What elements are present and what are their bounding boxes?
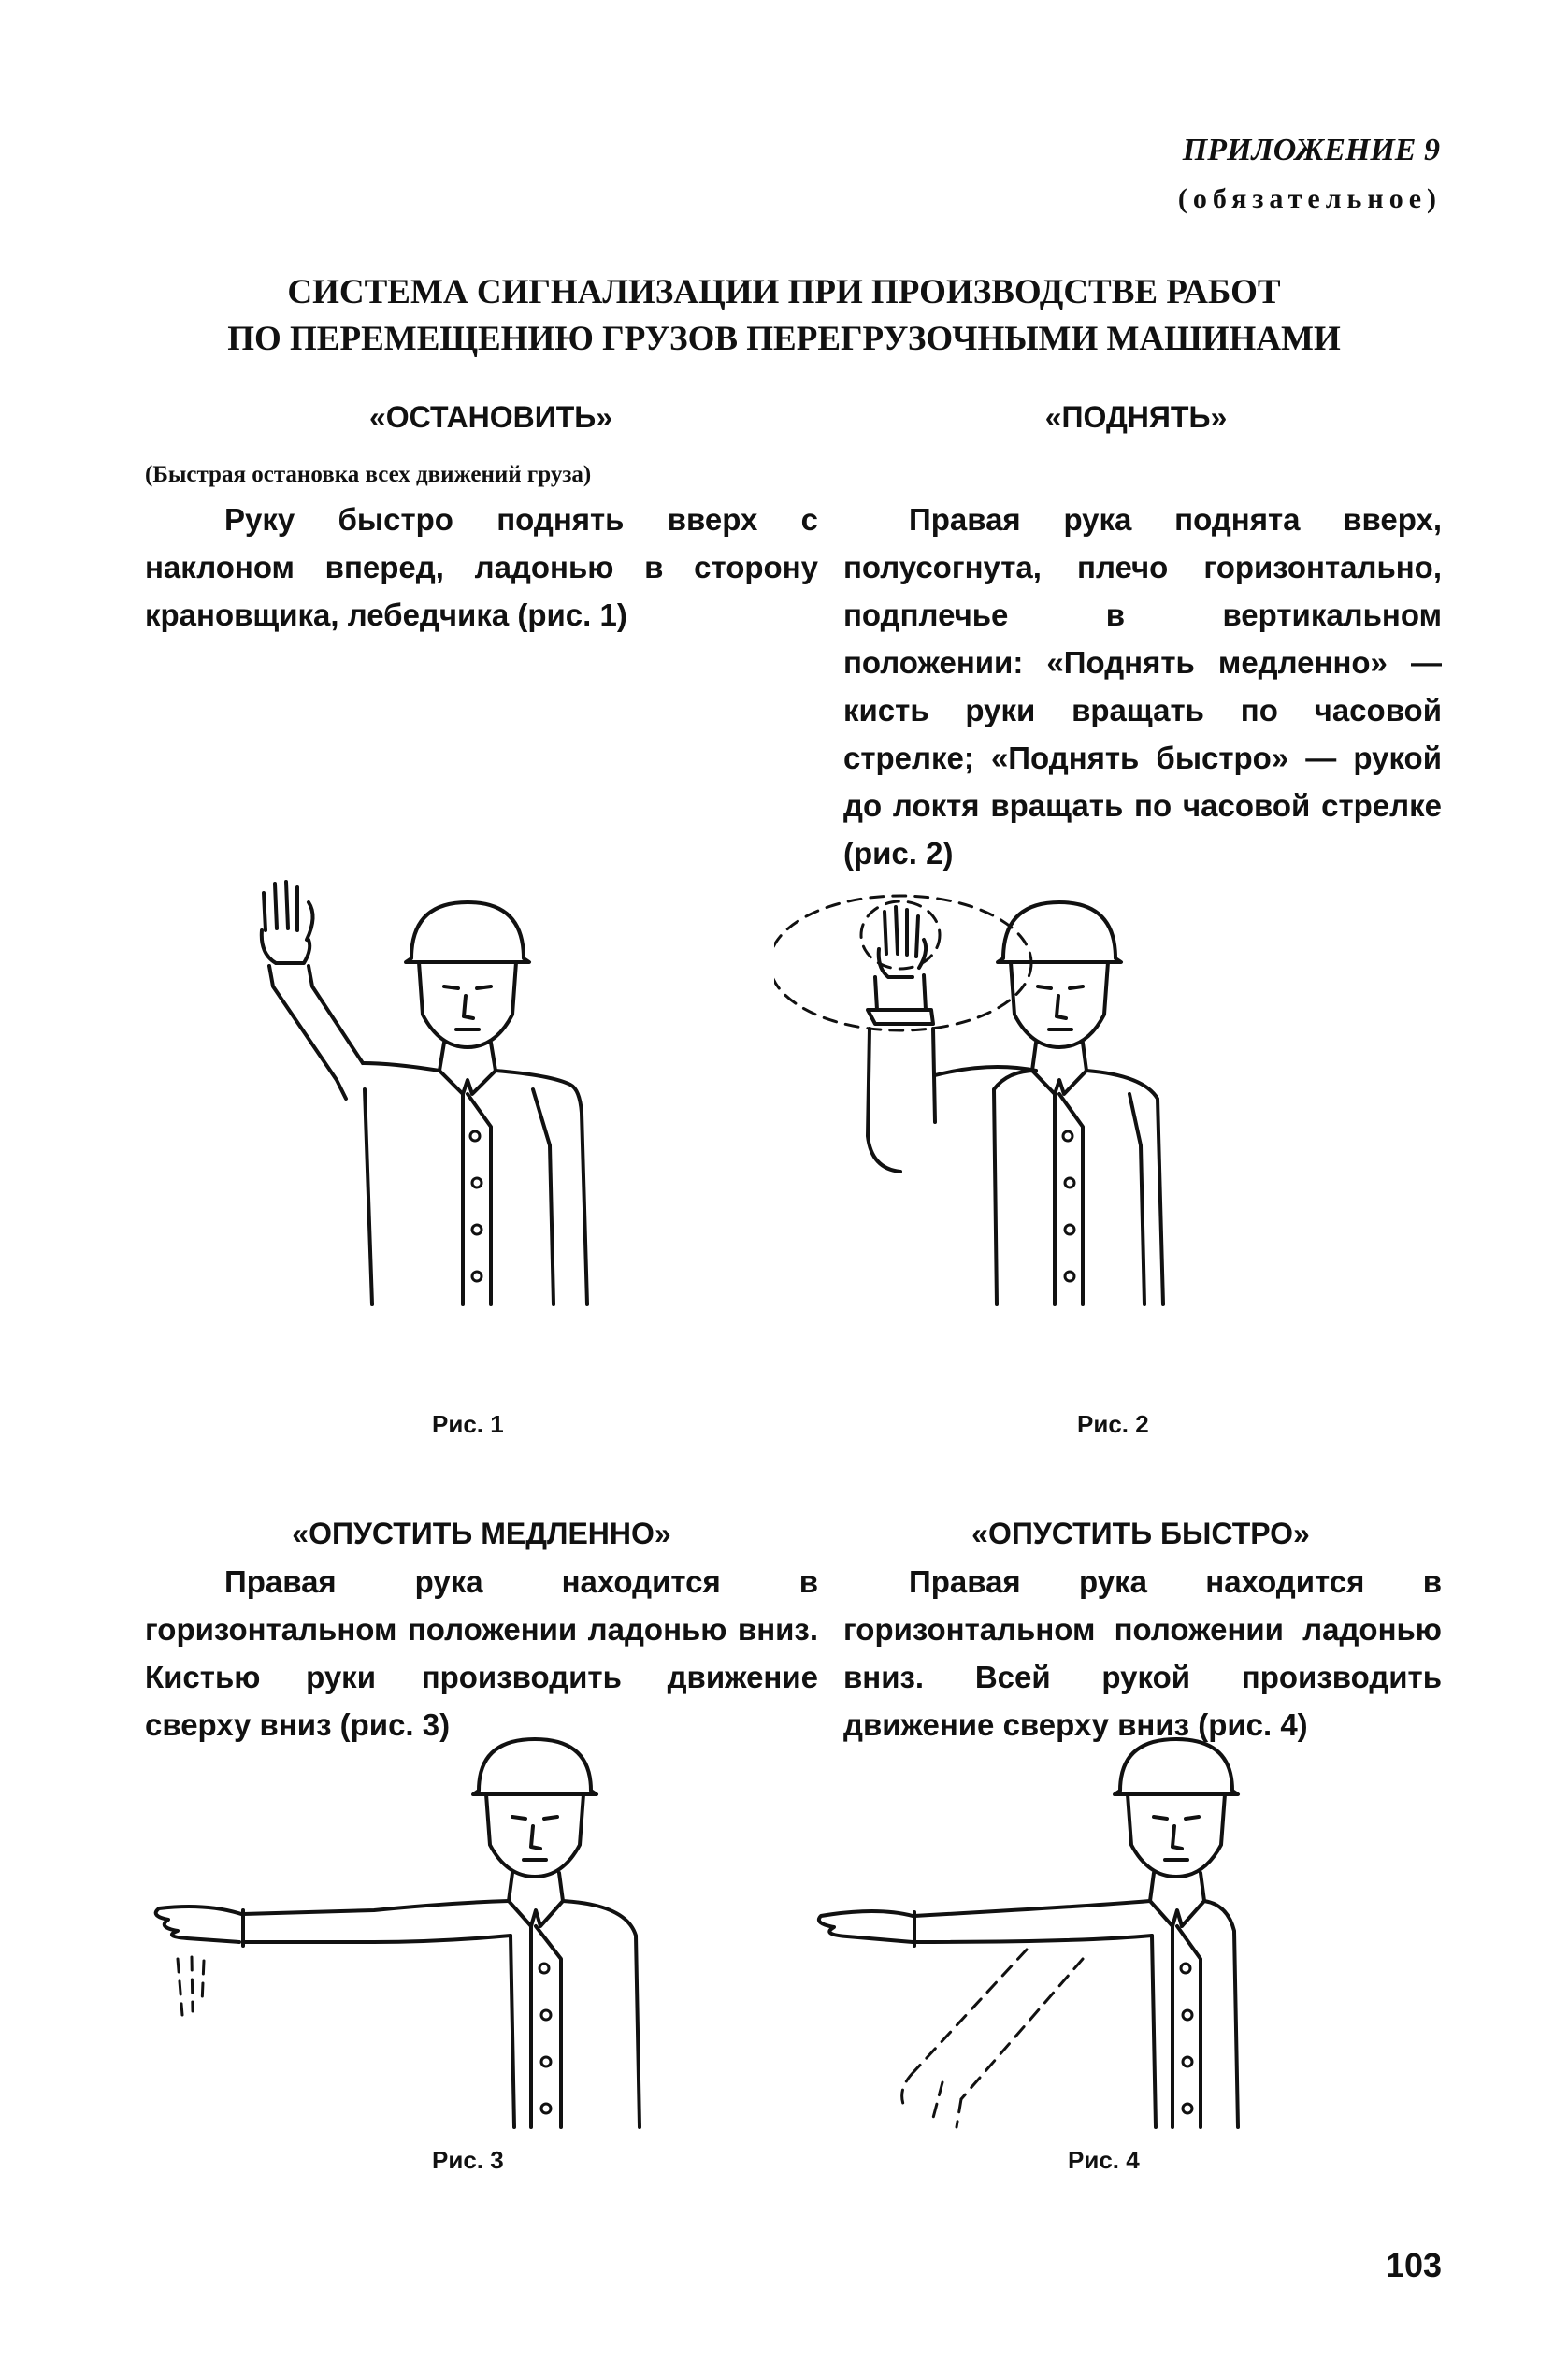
title-line-1: СИСТЕМА СИГНАЛИЗАЦИИ ПРИ ПРОИЗВОДСТВЕ РАБОТ — [287, 273, 1281, 311]
page-number: 103 — [1385, 2246, 1442, 2284]
worker-figure-3 — [156, 1739, 640, 2127]
lower-fast-description: Правая рука находится в горизонтальном положении ладонью вниз. Всей рукой производить движение сверху вниз (рис. 4) — [843, 1564, 1442, 1742]
lower-slow-description: Правая рука находится в горизонтальном положении ладонью вниз. Кистью руки производить движение сверху вниз (рис. 3) — [145, 1564, 818, 1742]
stop-heading: «ОСТАНОВИТЬ» — [368, 400, 613, 434]
figure-2-lift-signal — [774, 874, 1186, 1323]
figure-3-caption: Рис. 3 — [432, 2146, 504, 2174]
lower-slow-heading: «ОПУСТИТЬ МЕДЛЕННО» — [292, 1517, 671, 1550]
obligatory-label: (обязательное) — [1177, 183, 1442, 214]
figure-4-caption: Рис. 4 — [1068, 2146, 1140, 2174]
figure-2-caption: Рис. 2 — [1077, 1410, 1149, 1438]
worker-figure-1 — [262, 882, 587, 1304]
title-line-2: ПО ПЕРЕМЕЩЕНИЮ ГРУЗОВ ПЕРЕГРУЗОЧНЫМИ МАШИНАМИ — [227, 320, 1341, 358]
worker-figure-2 — [774, 896, 1163, 1304]
stop-description: Руку быстро поднять вверх с наклоном вперед, ладонью в сторону крановщика, лебедчика (рис. 1) — [145, 502, 818, 632]
worker-figure-4 — [819, 1739, 1238, 2127]
lower-fast-heading: «ОПУСТИТЬ БЫСТРО» — [971, 1517, 1310, 1550]
page-title — [0, 269, 1568, 363]
lift-description: Правая рука поднята вверх, полусогнута, плечо горизонтально, подплечье в вертикальном положении: «Поднять медленно» — кисть руки вращать по часовой стрелке; «Поднять быстро» — рукой до локтя вращать по часовой стрелке (рис. 2) — [843, 502, 1442, 871]
figure-3-lower-slow-signal — [140, 1734, 673, 2155]
stop-subheading: (Быстрая остановка всех движений груза) — [145, 462, 592, 487]
figure-1-caption: Рис. 1 — [432, 1410, 504, 1438]
appendix-label: ПРИЛОЖЕНИЕ 9 — [1182, 133, 1440, 167]
figure-1-stop-signal — [252, 865, 664, 1323]
figure-4-lower-fast-signal — [802, 1734, 1242, 2155]
lift-heading: «ПОДНЯТЬ» — [1044, 400, 1228, 434]
